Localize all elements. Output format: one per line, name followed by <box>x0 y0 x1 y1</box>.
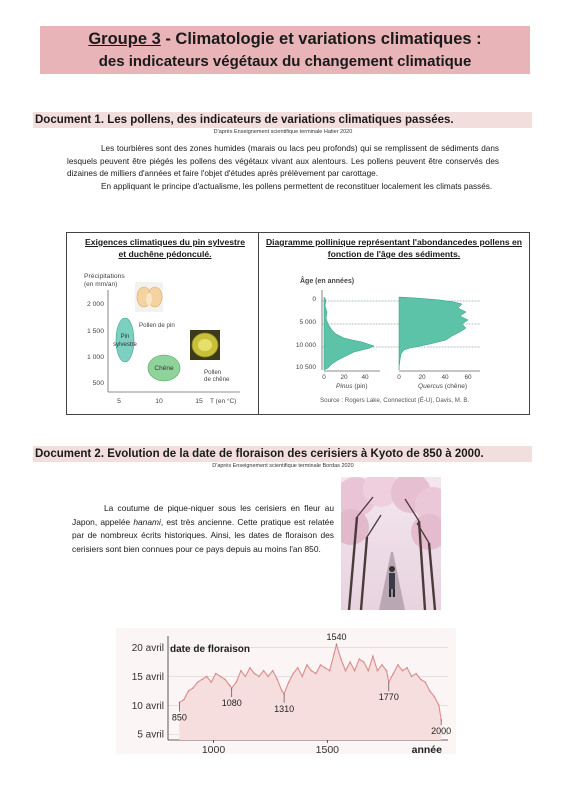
data-point <box>245 676 247 678</box>
data-point <box>302 676 304 678</box>
data-point <box>429 690 431 692</box>
data-point <box>188 690 190 692</box>
data-point <box>281 690 283 692</box>
annotation-label: 1080 <box>221 698 242 708</box>
pinus-label <box>336 383 368 390</box>
data-point <box>192 687 194 689</box>
cherry-blossom-photo <box>341 477 441 610</box>
pollen-chene-caption: de chêne <box>204 376 230 383</box>
data-point <box>434 696 436 698</box>
pollen-chene-caption: Pollen <box>204 369 222 376</box>
y-tick-label: 20 avril <box>131 643 164 655</box>
quercus-common: (chêne) <box>442 383 468 390</box>
doc1-text <box>67 143 499 193</box>
pollen-ytick: 10 500 <box>295 364 316 371</box>
annotation-label: 1310 <box>274 703 295 714</box>
data-point <box>377 670 379 672</box>
table-divider <box>258 232 259 415</box>
climate-xtick: 15 <box>195 398 203 405</box>
x-tick-label: 1000 <box>201 744 226 754</box>
doc1-source: D'après Enseignement scientifique terminale Hatier 2020 <box>213 129 353 135</box>
data-point <box>315 673 317 675</box>
climate-xtick: 5 <box>117 398 121 405</box>
flowering-date-chart <box>116 628 456 754</box>
climate-xlabel: T (en °C) <box>210 398 237 405</box>
data-point <box>215 673 217 675</box>
data-point <box>224 679 226 681</box>
data-point <box>397 664 399 666</box>
annotation-label: 850 <box>171 712 187 723</box>
climate-ylabel-unit: (en mm/an) <box>84 281 118 288</box>
data-point <box>420 679 422 681</box>
page-title <box>40 30 530 49</box>
quercus-xtick: 0 <box>397 374 401 381</box>
data-point <box>220 676 222 678</box>
y-tick-label: 10 avril <box>131 700 164 712</box>
data-point <box>258 676 260 678</box>
climate-ytick: 2 000 <box>86 301 104 308</box>
pollen-ylabel: Âge (en années) <box>300 278 355 285</box>
title-text: - Climatologie et variations climatiques : <box>160 30 482 48</box>
table-header-pollen: Diagramme pollinique représentant l'abondancedes pollens en fonction de l'âge des sédiments. <box>265 237 523 259</box>
doc1-paragraph-2: En appliquant le principe d'actualisme, les pollens permettent de reconstituer localement les climats passés. <box>101 181 493 191</box>
data-point <box>311 670 313 672</box>
doc2-paragraph <box>72 502 334 556</box>
data-point <box>229 684 231 686</box>
data-point <box>345 670 347 672</box>
data-point <box>329 670 331 672</box>
group-label: Groupe 3 <box>88 30 161 48</box>
pinus-common: (pin) <box>352 383 368 390</box>
climate-ytick: 1 500 <box>86 328 104 335</box>
data-point <box>349 661 351 663</box>
chene-zone-label: Chêne <box>154 365 174 372</box>
pollen-diagram <box>262 268 528 413</box>
data-point <box>333 653 335 655</box>
x-axis-label: année <box>411 744 442 754</box>
y-tick-label: 15 avril <box>131 671 164 683</box>
climate-requirements-chart <box>68 268 256 413</box>
data-point <box>381 664 383 666</box>
pinus-curve <box>324 297 374 370</box>
pollen-ytick: 5 000 <box>299 319 316 326</box>
annotation-label: 1770 <box>378 692 399 703</box>
climate-ylabel: Précipitations <box>84 273 125 280</box>
data-point <box>235 681 237 683</box>
data-point <box>411 676 413 678</box>
climate-ytick: 500 <box>92 380 104 387</box>
data-point <box>210 681 212 683</box>
pin-zone <box>116 318 134 362</box>
data-point <box>197 681 199 683</box>
data-point <box>406 667 408 669</box>
pin-pollen-image <box>135 282 163 312</box>
doc2-text-before: La coutume de pique-niquer sous les cerisiers en fleur au Japon, appelée <box>72 503 334 527</box>
quercus-curve <box>399 297 468 370</box>
doc1-paragraph-1: Les tourbières sont des zones humides (marais ou lacs peu profonds) qui se remplissent de sédiments dans lesquels peuvent être piégés les pollens des végétaux vivant aux alentours. Les pollens peuvent être conservés des dizaines de milliers d'années et faire l'objet d'études après prélèvement par carottage. <box>67 144 499 178</box>
data-point <box>358 658 360 660</box>
data-point <box>297 667 299 669</box>
pinus-xtick: 40 <box>361 374 369 381</box>
table-header-climate: Exigences climatiques du pin sylvestre et duchêne pédonculé. <box>84 237 245 259</box>
doc2-text <box>72 502 334 556</box>
annotation-label: 1540 <box>326 632 347 642</box>
data-point <box>267 676 269 678</box>
y-tick-label: 5 avril <box>137 729 164 741</box>
x-tick-label: 1500 <box>315 744 340 754</box>
pinus-xtick: 20 <box>340 374 348 381</box>
doc2-text-after: , est très ancienne. Cette pratique est relatée par de nombreux écrits historiques. Ainsi, les dates de floraison des cerisiers sont bien connues pour ce pays depuis au moins l'an 850. <box>72 516 334 554</box>
page-subtitle: des indicateurs végétaux du changement climatique <box>98 53 472 70</box>
doc1-heading: Document 1. Les pollens, des indicateurs de variations climatiques passées. <box>33 112 532 128</box>
data-point <box>249 667 251 669</box>
data-point <box>240 670 242 672</box>
data-point <box>340 658 342 660</box>
data-point <box>206 676 208 678</box>
pinus-xtick: 0 <box>322 374 326 381</box>
data-point <box>438 705 440 707</box>
data-point <box>393 673 395 675</box>
annotation-label: 2000 <box>431 726 452 736</box>
data-point <box>272 670 274 672</box>
pollen-pin-caption: Pollen de pin <box>139 322 175 329</box>
data-point <box>424 681 426 683</box>
data-point <box>288 681 290 683</box>
data-point <box>363 661 365 663</box>
data-point <box>276 679 278 681</box>
data-point <box>386 670 388 672</box>
pin-zone-label: sylvestre <box>113 342 137 348</box>
data-point <box>415 673 417 675</box>
data-point <box>254 673 256 675</box>
data-point <box>263 670 265 672</box>
chene-pollen-image <box>190 330 220 360</box>
data-point <box>201 679 203 681</box>
data-point <box>372 655 374 657</box>
data-point <box>292 673 294 675</box>
y-axis-label: date de floraison <box>170 644 251 655</box>
doc2-hanami: hanami <box>133 516 161 527</box>
quercus-label <box>418 383 467 390</box>
data-point <box>402 670 404 672</box>
doc2-heading: Document 2. Evolution de la date de floraison des cerisiers à Kyoto de 850 à 2000. <box>33 446 532 462</box>
doc2-source: D'après Enseignement scientifique terminale Bordas 2020 <box>212 463 354 469</box>
data-point <box>183 699 185 701</box>
data-point <box>368 670 370 672</box>
pinus-name: Pinus <box>336 383 353 390</box>
quercus-xtick: 40 <box>441 374 449 381</box>
pollen-ytick: 10 000 <box>295 342 316 349</box>
data-point <box>354 670 356 672</box>
quercus-xtick: 20 <box>418 374 426 381</box>
quercus-xtick: 60 <box>464 374 472 381</box>
data-point <box>306 664 308 666</box>
pollen-source: Source : Rogers Lake, Connecticut (É-U), Davis, M. B. <box>320 397 470 404</box>
pin-zone-label: Pin <box>120 334 130 340</box>
pollen-ytick: 0 <box>312 296 316 303</box>
data-point <box>324 667 326 669</box>
quercus-name: Quercus <box>418 383 443 390</box>
climate-xtick: 10 <box>155 398 163 405</box>
climate-ytick: 1 000 <box>86 354 104 361</box>
data-point <box>320 664 322 666</box>
